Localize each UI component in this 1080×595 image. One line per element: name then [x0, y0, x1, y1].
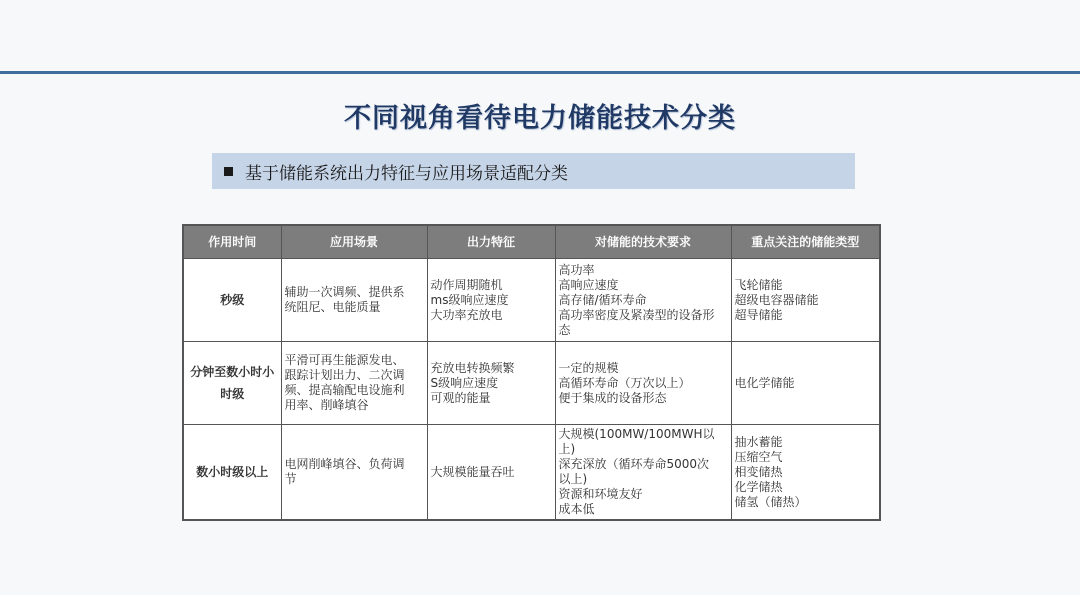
subtitle-bar: [212, 153, 855, 189]
top-divider-line: [0, 71, 1080, 74]
table-row: [183, 425, 880, 521]
cell-scenario: 辅助一次调频、提供系 统阻尼、电能质量: [281, 259, 427, 342]
cell-scenario: 平滑可再生能源发电、 跟踪计划出力、二次调 频、提高输配电设施利 用率、削峰填谷: [281, 342, 427, 425]
cell-types: 电化学储能: [731, 342, 880, 425]
header-time: 作用时间: [183, 225, 281, 259]
cell-time: 秒级: [183, 259, 281, 342]
table-row: [183, 342, 880, 425]
cell-scenario: 电网削峰填谷、负荷调 节: [281, 425, 427, 521]
header-types: 重点关注的储能类型: [731, 225, 880, 259]
cell-output: 动作周期随机 ms级响应速度 大功率充放电: [427, 259, 555, 342]
table-row: [183, 259, 880, 342]
classification-table: [182, 224, 881, 521]
cell-output: 大规模能量吞吐: [427, 425, 555, 521]
subtitle-text: 基于储能系统出力特征与应用场景适配分类: [245, 163, 568, 184]
cell-types: 飞轮储能 超级电容器储能 超导储能: [731, 259, 880, 342]
header-output: 出力特征: [427, 225, 555, 259]
header-requirements: 对储能的技术要求: [555, 225, 731, 259]
cell-output: 充放电转换频繁 S级响应速度 可观的能量: [427, 342, 555, 425]
cell-requirements: 高功率 高响应速度 高存储/循环寿命 高功率密度及紧凑型的设备形 态: [555, 259, 731, 342]
header-scenario: 应用场景: [281, 225, 427, 259]
cell-requirements: 一定的规模 高循环寿命（万次以上） 便于集成的设备形态: [555, 342, 731, 425]
page-title: 不同视角看待电力储能技术分类: [344, 103, 736, 134]
cell-time: 分钟至数小时小 时级: [183, 342, 281, 425]
cell-requirements: 大规模(100MW/100MWH以 上) 深充深放（循环寿命5000次 以上) 资源和环境友好 成本低: [555, 425, 731, 521]
square-bullet-icon: [224, 167, 233, 176]
cell-time: 数小时级以上: [183, 425, 281, 521]
table-header-row: [183, 225, 880, 259]
cell-types: 抽水蓄能 压缩空气 相变储热 化学储热 储氢（储热）: [731, 425, 880, 521]
